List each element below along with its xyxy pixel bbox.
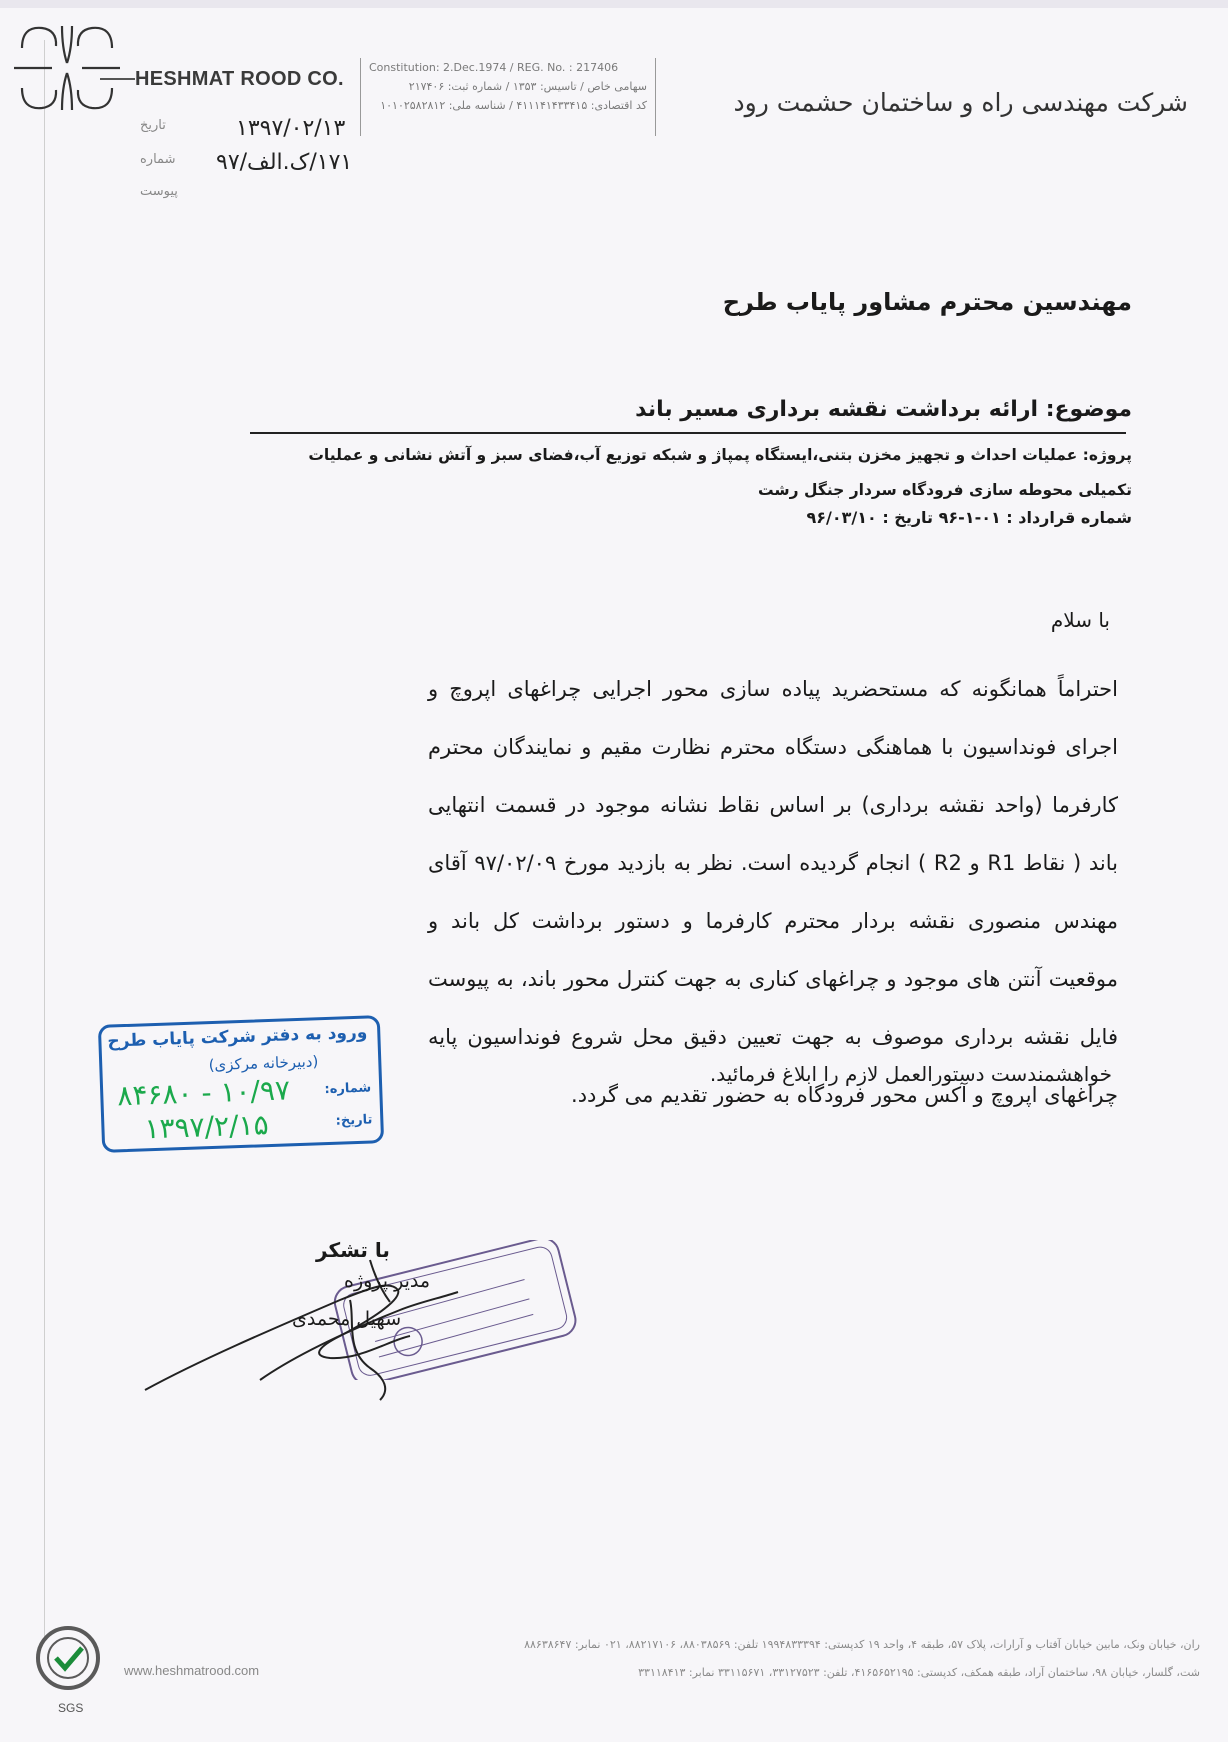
company-website: www.heshmatrood.com xyxy=(124,1663,260,1678)
signature-thanks: با تشکر xyxy=(316,1238,390,1262)
signature-scribble xyxy=(140,1240,470,1420)
received-stamp xyxy=(98,1015,384,1153)
number-value: ۱۷۱/ک.الف/۹۷ xyxy=(216,150,353,175)
margin-line xyxy=(44,40,45,1640)
company-name-fa: شرکت مهندسی راه و ساختمان حشمت رود xyxy=(733,88,1188,117)
addressee: مهندسین محترم مشاور پایاب طرح xyxy=(722,288,1132,316)
contract-info: شماره قرارداد : ۰۱-۱-۹۶ تاریخ : ۹۶/۰۳/۱۰ xyxy=(806,508,1132,527)
logo-rule xyxy=(100,78,135,80)
stamp-subtitle: (دبیرخانه مرکزی) xyxy=(208,1052,319,1075)
closing-request: خواهشمندست دستورالعمل لازم را ابلاغ فرمائید. xyxy=(709,1062,1112,1086)
company-name-en: HESHMAT ROOD CO. xyxy=(135,68,344,90)
registration-fa-2: کد اقتصادی: ۴۱۱۱۴۱۴۳۳۴۱۵ / شناسه ملی: ۱۰۱۰۲۵۸۲۸۱۲ xyxy=(380,99,647,112)
body-paragraph: احتراماً همانگونه که مستحضرید پیاده سازی محور اجرایی چراغهای اپروچ و اجرای فونداسیون با هماهنگی دستگاه محترم نظارت مقیم و نمایندگان محترم کارفرما (واحد نقشه برداری) بر اساس نقاط نشانه موجود در قسمت انتهایی باند ( نقاط R1 و R2 ) انجام گردیده است. نظر به بازدید مورخ ۹۷/۰۲/۰۹ آقای مهندس منصوری نقشه بردار محترم کارفرما و دستور برداشت کل باند و موقعیت آنتن های موجود و چراغهای کناری به جهت کنترل محور باند، به پیوست فایل نقشه برداری موصوف به جهت تعیین دقیق محل شروع فونداسیون پایه چراغهای اپروچ و آکس محور فرودگاه به حضور تقدیم می گردد. xyxy=(428,677,1118,1107)
stamp-date-value: ۱۳۹۷/۲/۱۵ xyxy=(143,1108,270,1146)
svg-text:SGS: SGS xyxy=(58,1701,84,1715)
signature-title: مدیر پروژه xyxy=(344,1270,431,1292)
sgs-certification-logo xyxy=(30,1620,108,1720)
registration-info xyxy=(360,58,656,136)
stamp-number-label: شماره: xyxy=(324,1080,372,1098)
date-label: تاریخ xyxy=(140,118,166,133)
date-value: ۱۳۹۷/۰۲/۱۳ xyxy=(236,116,346,141)
registration-en: Constitution: 2.Dec.1974 / REG. No. : 217406 xyxy=(369,61,619,74)
project-description: پروژه: عملیات احداث و تجهیز مخزن بتنی،ایستگاه پمپاژ و شبکه توزیع آب،فضای سبز و آتش نشانی و عملیات تکمیلی محوطه سازی فرودگاه سردار جنگل رشت xyxy=(308,446,1132,499)
subject-rule xyxy=(250,432,1126,434)
stamp-date-label: تاریخ: xyxy=(335,1112,373,1129)
registration-fa-1: سهامی خاص / تاسیس: ۱۳۵۳ / شماره ثبت: ۲۱۷۴۰۶ xyxy=(408,80,647,93)
subject: موضوع: ارائه برداشت نقشه برداری مسیر باند xyxy=(635,397,1132,422)
scan-edge xyxy=(0,0,1228,8)
company-logo xyxy=(12,18,122,118)
greeting: با سلام xyxy=(1050,608,1110,632)
signature-name: سهیل محمدی xyxy=(292,1308,402,1330)
footer-address-rasht: شت، گلسار، خیابان ۹۸، ساختمان آراد، طبقه همکف، کدپستی: ۴۱۶۵۶۵۲۱۹۵، تلفن: ۳۳۱۲۷۵۲۳، ۳۳۱۱۵۶۷۱ نمابر: ۳۳۱۱۸۴۱۳ xyxy=(638,1666,1200,1679)
attachment-label: پیوست xyxy=(140,184,178,199)
stamp-title: ورود به دفتر شرکت پایاب طرح xyxy=(107,1022,368,1052)
number-label: شماره xyxy=(140,152,176,167)
stamp-number-value: ۱۰/۹۷ - ۸۴۶۸۰ xyxy=(116,1073,291,1113)
footer-address-tehran: ران، خیابان ونک، مابین خیابان آفتاب و آرارات، پلاک ۵۷، طبقه ۴، واحد ۱۹ کدپستی: ۱۹۹۴۸۳۳۳۹۴ تلفن: ۸۸۰۳۸۵۶۹، ۸۸۲۱۷۱۰۶، ۰۲۱ نمابر: ۸۸۶۳۸۶۴۷ xyxy=(524,1638,1200,1651)
